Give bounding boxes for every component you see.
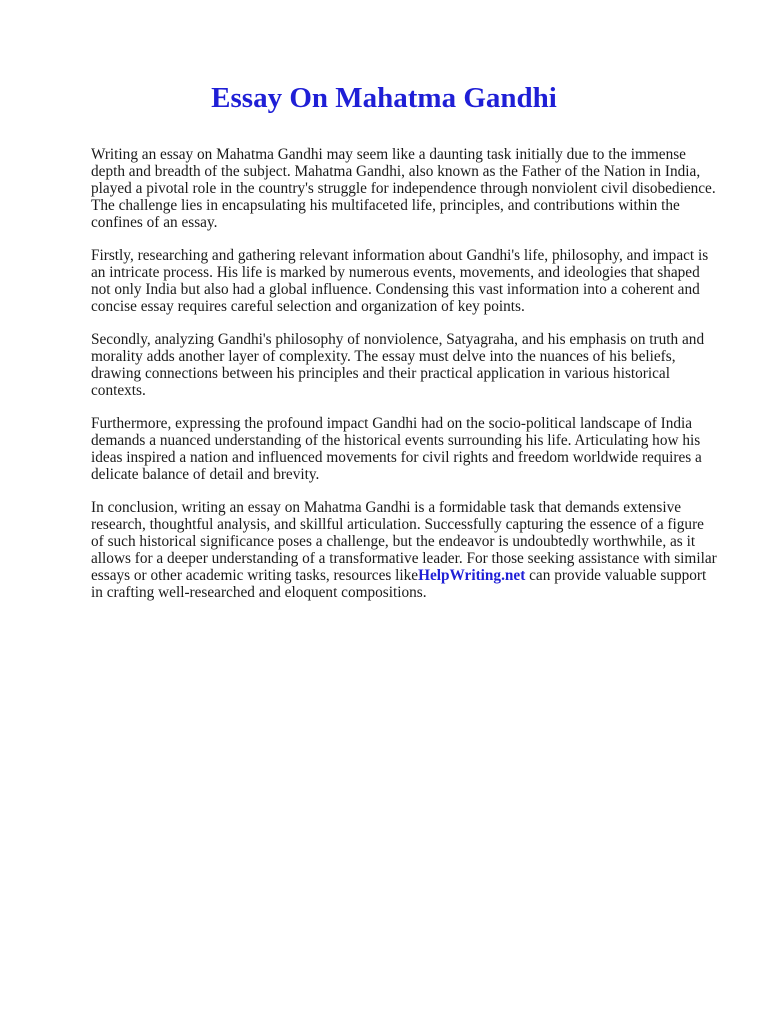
paragraph-conclusion [91, 499, 717, 601]
paragraph-furthermore: Furthermore, expressing the profound impact Gandhi had on the socio-political landscape of India demands a nuanced understanding of the historical events surrounding his life. Articulating how his ideas inspired a nation and influenced movements for civil rights and freedom worldwide requires a delicate balance of detail and brevity. [91, 415, 702, 483]
conclusion-text-after-link: can provide valuable support in crafting well-researched and eloquent compositions. [91, 567, 707, 601]
paragraph-firstly: Firstly, researching and gathering relevant information about Gandhi's life, philosophy, and impact is an intricate process. His life is marked by numerous events, movements, and ideologies that shaped not only India but also had a global influence. Condensing this vast information into a coherent and concise essay requires careful selection and organization of key points. [91, 247, 709, 315]
page-title: Essay On Mahatma Gandhi [211, 82, 557, 114]
paragraph-secondly: Secondly, analyzing Gandhi's philosophy of nonviolence, Satyagraha, and his emphasis on truth and morality adds another layer of complexity. The essay must delve into the nuances of his beliefs, drawing connections between his principles and their practical application in various historical contexts. [91, 331, 705, 399]
conclusion-text-before-link: In conclusion, writing an essay on Mahatma Gandhi is a formidable task that demands extensive research, thoughtful analysis, and skillful articulation. Successfully capturing the essence of a figure of such historical significance poses a challenge, but the endeavor is undoubtedly worthwhile, as it allows for a deeper understanding of a transformative leader. For those seeking assistance with similar essays or other academic writing tasks, resources like [91, 499, 717, 584]
essay-body [91, 146, 717, 617]
helpwriting-link[interactable]: HelpWriting.net [418, 567, 526, 584]
paragraph-intro: Writing an essay on Mahatma Gandhi may seem like a daunting task initially due to the immense depth and breadth of the subject. Mahatma Gandhi, also known as the Father of the Nation in India, played a pivotal role in the country's struggle for independence through nonviolent civil disobedience. The challenge lies in encapsulating his multifaceted life, principles, and contributions within the confines of an essay. [91, 146, 716, 231]
